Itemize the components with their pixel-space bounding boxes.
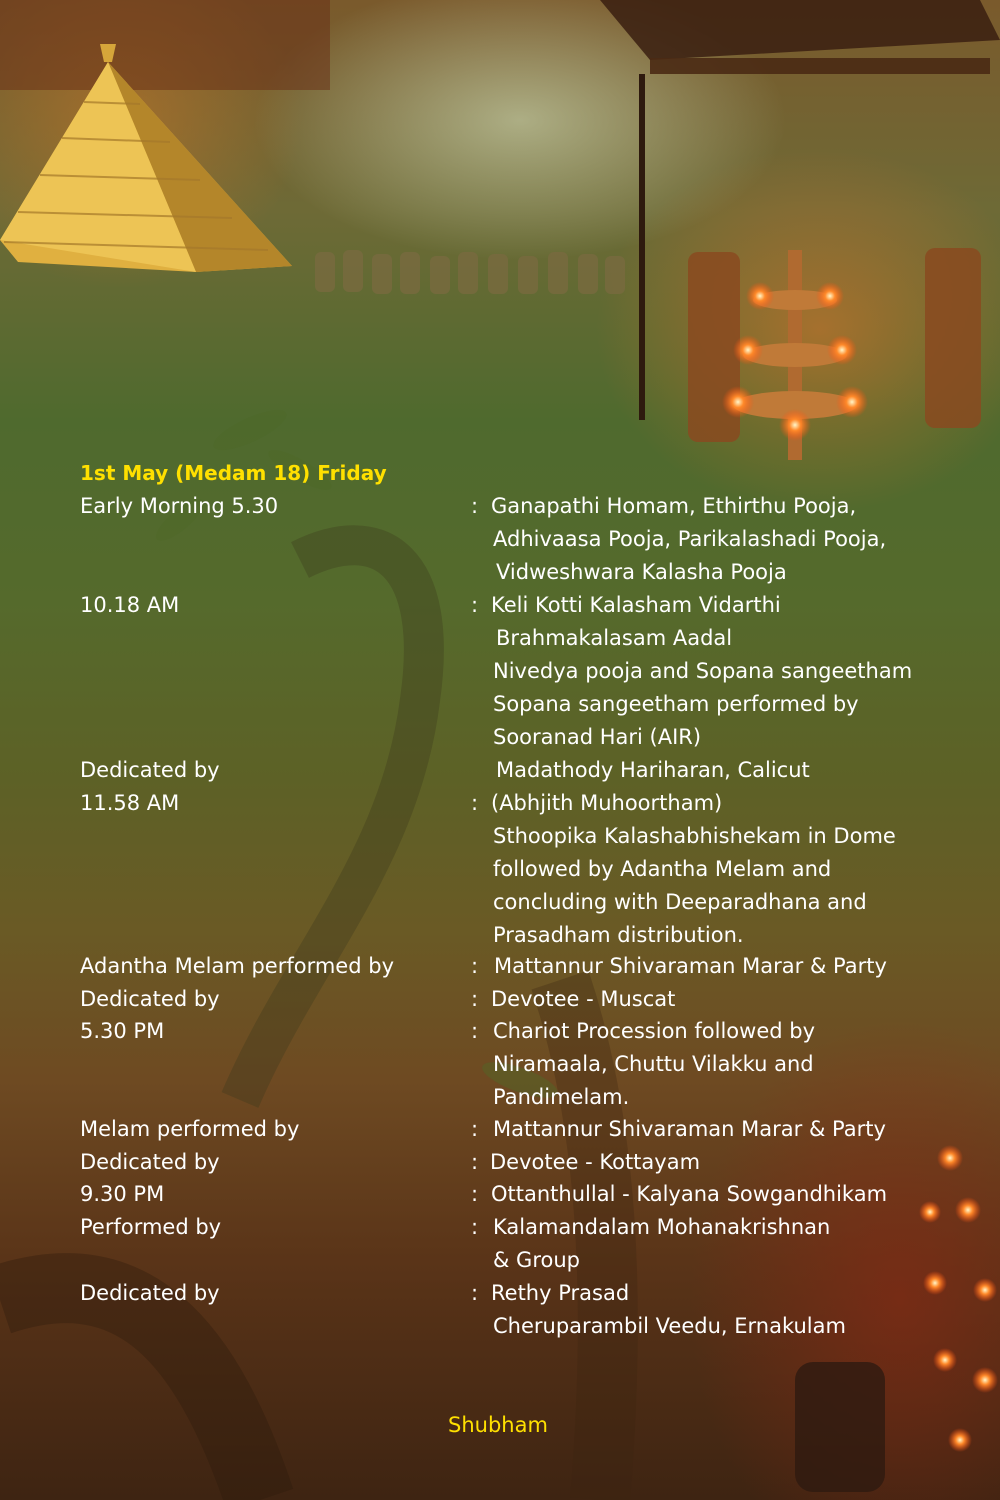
schedule-detail-line: Cheruparambil Veedu, Ernakulam bbox=[493, 1314, 846, 1338]
schedule-detail-line: Ottanthullal - Kalyana Sowgandhikam bbox=[491, 1182, 888, 1206]
separator-colon: : bbox=[471, 987, 479, 1011]
schedule-detail-line: Sopana sangeetham performed by bbox=[493, 692, 859, 716]
separator-colon: : bbox=[471, 593, 479, 617]
separator-colon: : bbox=[471, 1150, 479, 1174]
schedule-detail-line: Ganapathi Homam, Ethirthu Pooja, bbox=[491, 494, 857, 518]
schedule-time: Adantha Melam performed by bbox=[80, 954, 394, 978]
schedule-detail-line: Devotee - Muscat bbox=[491, 987, 676, 1011]
schedule-time: 5.30 PM bbox=[80, 1019, 165, 1043]
schedule-detail-line: concluding with Deeparadhana and bbox=[493, 890, 867, 914]
schedule-detail-line: Rethy Prasad bbox=[491, 1281, 630, 1305]
schedule-detail-line: Sooranad Hari (AIR) bbox=[493, 725, 702, 749]
schedule-detail-line: Nivedya pooja and Sopana sangeetham bbox=[493, 659, 913, 683]
schedule-detail-line: Brahmakalasam Aadal bbox=[496, 626, 733, 650]
schedule-detail-line: Keli Kotti Kalasham Vidarthi bbox=[491, 593, 781, 617]
schedule-time: 11.58 AM bbox=[80, 791, 180, 815]
schedule-detail-line: Mattannur Shivaraman Marar & Party bbox=[493, 1117, 886, 1141]
separator-colon: : bbox=[471, 1281, 479, 1305]
schedule-detail-line: Madathody Hariharan, Calicut bbox=[496, 758, 810, 782]
schedule-detail-line: Sthoopika Kalashabhishekam in Dome bbox=[493, 824, 896, 848]
schedule-detail-line: Niramaala, Chuttu Vilakku and bbox=[493, 1052, 814, 1076]
schedule-detail-line: (Abhjith Muhoortham) bbox=[491, 791, 723, 815]
separator-colon: : bbox=[471, 1215, 479, 1239]
schedule-detail-line: Vidweshwara Kalasha Pooja bbox=[496, 560, 787, 584]
schedule-detail-line: followed by Adantha Melam and bbox=[493, 857, 832, 881]
separator-colon: : bbox=[471, 1182, 479, 1206]
separator-colon: : bbox=[471, 954, 479, 978]
schedule-detail-line: & Group bbox=[493, 1248, 580, 1272]
schedule-detail-line: Devotee - Kottayam bbox=[490, 1150, 701, 1174]
separator-colon: : bbox=[471, 494, 479, 518]
separator-colon: : bbox=[471, 1117, 479, 1141]
schedule-detail-line: Adhivaasa Pooja, Parikalashadi Pooja, bbox=[493, 527, 887, 551]
schedule-time: Dedicated by bbox=[80, 758, 220, 782]
schedule-detail-line: Mattannur Shivaraman Marar & Party bbox=[494, 954, 887, 978]
schedule-detail-line: Pandimelam. bbox=[493, 1085, 630, 1109]
schedule-time: Dedicated by bbox=[80, 987, 220, 1011]
schedule-detail-line: Prasadham distribution. bbox=[493, 923, 744, 947]
schedule-time: Early Morning 5.30 bbox=[80, 494, 279, 518]
schedule-time: Dedicated by bbox=[80, 1150, 220, 1174]
schedule-time: Performed by bbox=[80, 1215, 222, 1239]
schedule-time: Melam performed by bbox=[80, 1117, 300, 1141]
schedule-time: 9.30 PM bbox=[80, 1182, 165, 1206]
separator-colon: : bbox=[471, 1019, 479, 1043]
event-date-heading: 1st May (Medam 18) Friday bbox=[80, 461, 387, 485]
schedule-time: 10.18 AM bbox=[80, 593, 180, 617]
schedule-time: Dedicated by bbox=[80, 1281, 220, 1305]
separator-colon: : bbox=[471, 791, 479, 815]
schedule-detail-line: Chariot Procession followed by bbox=[493, 1019, 816, 1043]
schedule-detail-line: Kalamandalam Mohanakrishnan bbox=[493, 1215, 831, 1239]
closing-word: Shubham bbox=[448, 1413, 548, 1437]
